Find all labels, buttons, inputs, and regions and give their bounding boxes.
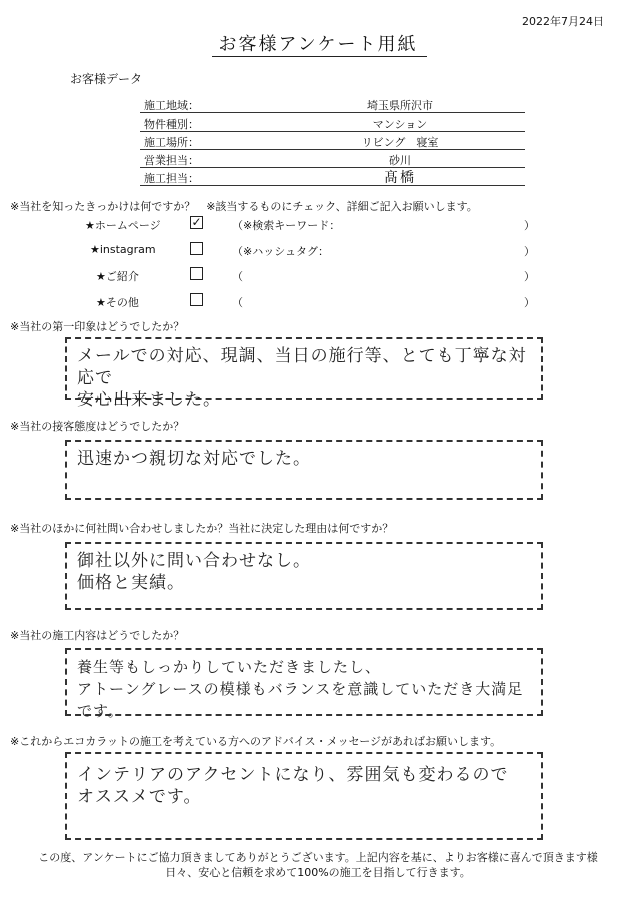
page-title: お客様アンケート用紙: [218, 34, 418, 55]
answer-service-attitude: 迅速かつ親切な対応でした。: [77, 449, 311, 469]
detail-search-keyword: （※検索キーワード：: [232, 219, 341, 232]
checkbox-other[interactable]: [190, 293, 203, 306]
option-label-homepage: ★ホームページ: [85, 219, 161, 232]
question-work-quality: ※当社の施工内容はどうでしたか？: [10, 629, 185, 642]
data-label: 物件種別：: [144, 118, 199, 131]
data-row-location: [140, 132, 525, 150]
question-how-found: ※当社を知ったきっかけは何ですか？ ※該当するものにチェック、詳細ご記入お願いします。: [10, 200, 478, 213]
detail-close-paren: ）: [524, 270, 535, 283]
data-value: 埼玉県所沢市: [367, 99, 433, 112]
option-label-instagram: ★instagram: [90, 243, 156, 256]
data-row-sales-rep: [140, 150, 525, 168]
option-label-referral: ★ご紹介: [96, 270, 139, 283]
detail-referral: （: [232, 270, 243, 283]
data-row-property-type: [140, 114, 525, 132]
detail-close-paren: ）: [524, 245, 535, 258]
answer-box-work-quality[interactable]: [65, 648, 543, 720]
answer-box-first-impression[interactable]: [65, 337, 543, 410]
data-row-area: [140, 95, 525, 113]
answer-box-advice-message[interactable]: [65, 752, 543, 840]
data-value: リビング 寝室: [361, 136, 439, 149]
detail-close-paren: ）: [524, 296, 535, 309]
answer-first-impression: メールでの対応、現調、当日の施行等、とても丁寧な対応で 安心出来ました。: [77, 346, 527, 410]
question-service-attitude: ※当社の接客態度はどうでしたか？: [10, 420, 185, 433]
data-label: 施工場所：: [144, 136, 199, 149]
checkbox-homepage[interactable]: ✓: [191, 215, 202, 229]
question-advice-message: ※これからエコカラットの施工を考えている方へのアドバイス・メッセージがあればお願いします。: [10, 735, 502, 748]
data-label: 営業担当：: [144, 154, 199, 167]
footer-line-2: 日々、安心と信頼を求めて100%の施工を目指して行きます。: [165, 866, 471, 879]
answer-other-companies: 御社以外に問い合わせなし。 価格と実績。: [77, 551, 311, 593]
data-row-installer: [140, 168, 525, 186]
data-value: マンション: [372, 118, 428, 131]
question-other-companies: ※当社のほかに何社問い合わせしましたか？当社に決定した理由は何ですか？: [10, 522, 394, 535]
option-label-other: ★その他: [96, 296, 139, 309]
checkbox-referral[interactable]: [190, 267, 203, 280]
detail-close-paren: ）: [524, 219, 535, 232]
data-value: 砂川: [389, 154, 411, 167]
survey-date: 2022年7月24日: [522, 15, 604, 28]
question-first-impression: ※当社の第一印象はどうでしたか？: [10, 320, 185, 333]
answer-box-other-companies[interactable]: [65, 542, 543, 610]
title-underline: [212, 56, 427, 57]
data-value-handwritten: 髙橋: [384, 170, 416, 186]
checkbox-instagram[interactable]: [190, 242, 203, 255]
answer-advice-message: インテリアのアクセントになり、雰囲気も変わるので オススメです。: [77, 765, 509, 807]
answer-box-service-attitude[interactable]: [65, 440, 543, 500]
footer-line-1: この度、アンケートにご協力頂きましてありがとうございます。上記内容を基に、よりお客様に喜んで頂きます様: [38, 851, 598, 864]
detail-hashtag: （※ハッシュタグ：: [232, 245, 329, 258]
detail-other: （: [232, 296, 243, 309]
customer-data-heading: お客様データ: [70, 72, 143, 86]
data-label: 施工担当：: [144, 172, 199, 185]
data-label: 施工地域：: [144, 99, 199, 112]
answer-work-quality: 養生等もしっかりしていただきましたし、 アトーングレースの模様もバランスを意識していただき大満足です。: [77, 658, 524, 720]
